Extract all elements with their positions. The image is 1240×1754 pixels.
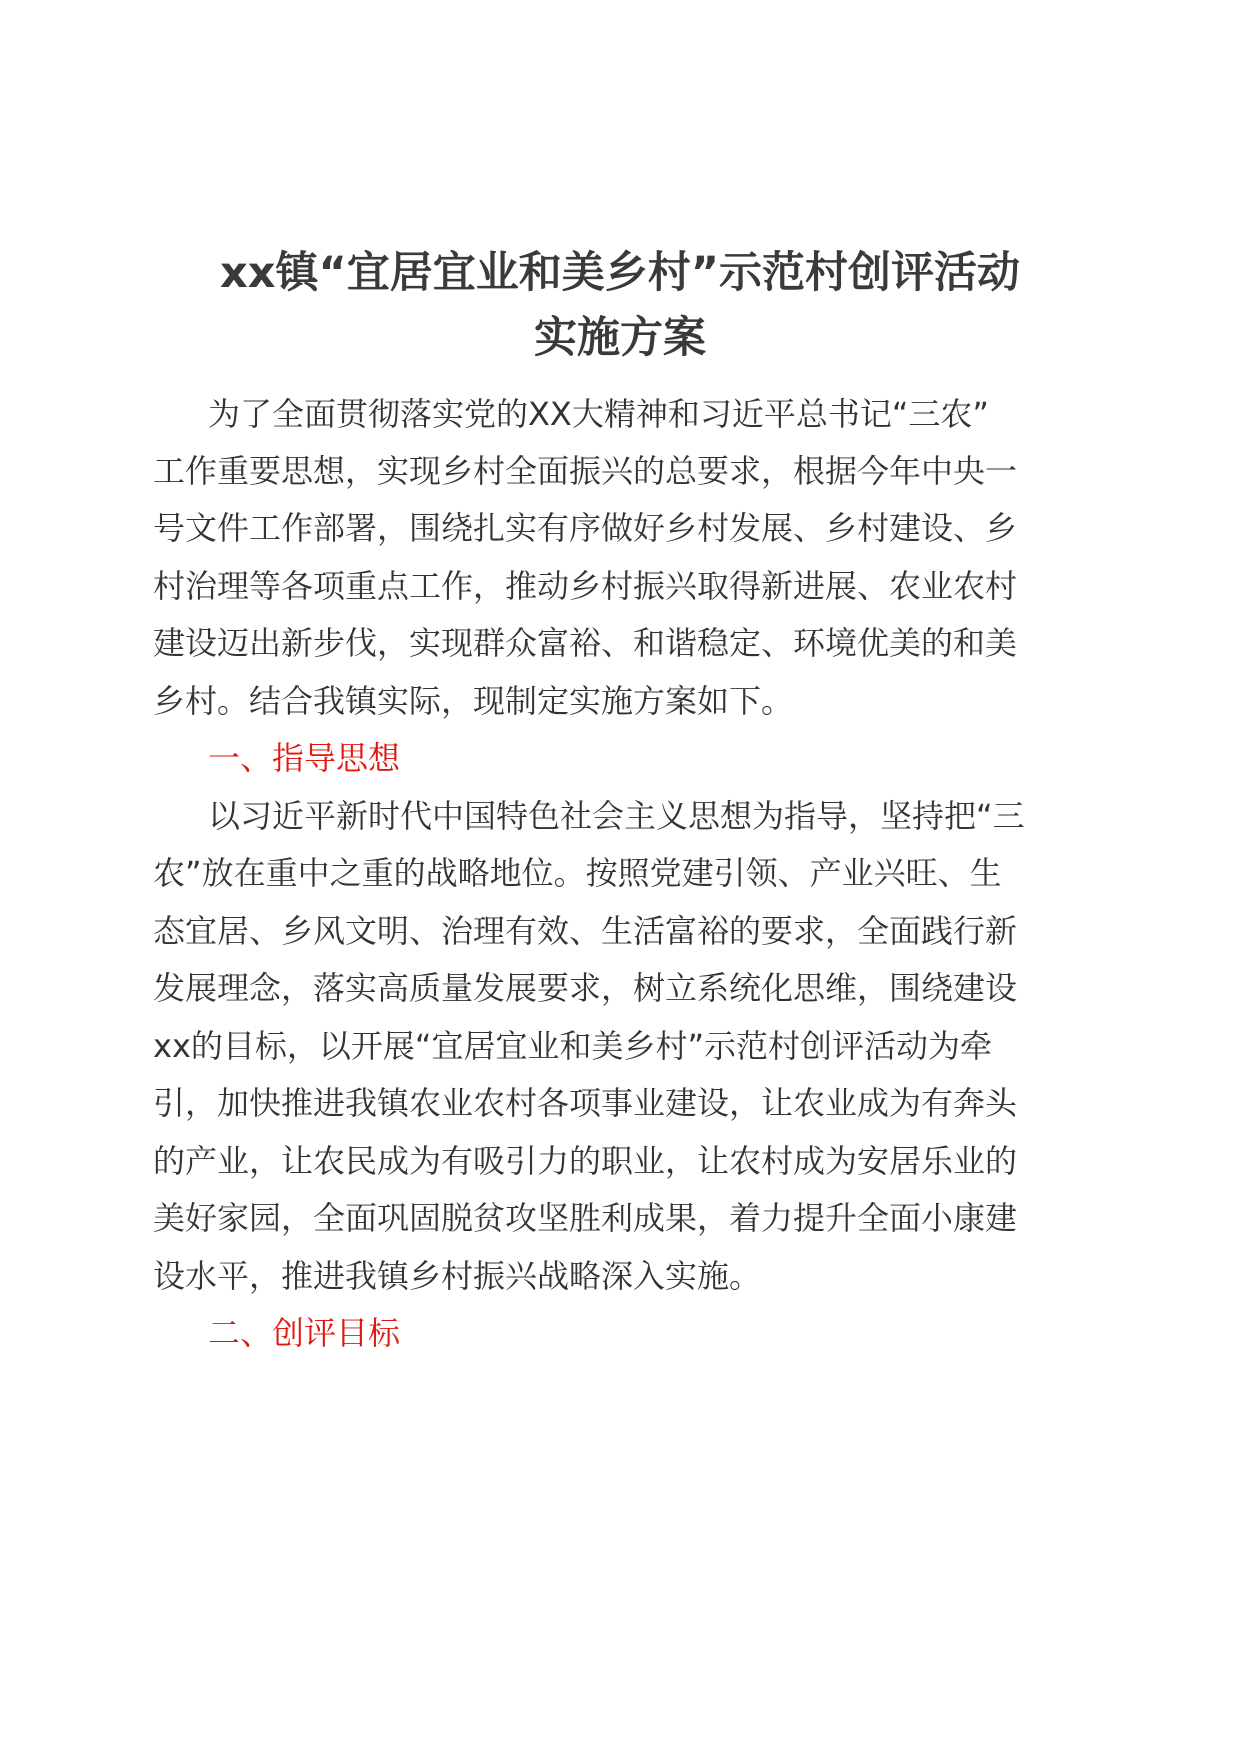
paragraph-line: 的产业，让农民成为有吸引力的职业，让农村成为安居乐业的 <box>153 1142 1018 1180</box>
paragraph-line: 号文件工作部署，围绕扎实有序做好乡村发展、乡村建设、乡 <box>153 509 1018 547</box>
paragraph-line: 发展理念，落实高质量发展要求，树立系统化思维，围绕建设 <box>153 969 1018 1007</box>
paragraph-line: xx的目标，以开展“宜居宜业和美乡村”示范村创评活动为牵 <box>153 1027 993 1065</box>
paragraph-line: 工作重要思想，实现乡村全面振兴的总要求，根据今年中央一 <box>153 452 1018 490</box>
paragraph-line: 建设迈出新步伐，实现群众富裕、和谐稳定、环境优美的和美 <box>153 624 1018 662</box>
paragraph-line: 以习近平新时代中国特色社会主义思想为指导，坚持把“三 <box>208 797 1025 835</box>
document-title-line-1: xx镇“宜居宜业和美乡村”示范村创评活动 <box>220 248 1020 298</box>
paragraph-line: 农”放在重中之重的战略地位。按照党建引领、产业兴旺、生 <box>153 854 1002 892</box>
paragraph-line: 为了全面贯彻落实党的XX大精神和习近平总书记“三农” <box>208 395 990 433</box>
section-heading-guiding-ideology: 一、指导思想 <box>208 739 401 777</box>
paragraph-line: 村治理等各项重点工作，推动乡村振兴取得新进展、农业农村 <box>153 567 1018 605</box>
paragraph-line: 美好家园，全面巩固脱贫攻坚胜利成果，着力提升全面小康建 <box>153 1199 1018 1237</box>
paragraph-line: 态宜居、乡风文明、治理有效、生活富裕的要求，全面践行新 <box>153 912 1018 950</box>
section-heading-evaluation-goals: 二、创评目标 <box>208 1314 401 1352</box>
paragraph-line: 引，加快推进我镇农业农村各项事业建设，让农业成为有奔头 <box>153 1084 1018 1122</box>
document-title-line-2: 实施方案 <box>534 313 706 363</box>
paragraph-line: 乡村。结合我镇实际，现制定实施方案如下。 <box>153 682 794 720</box>
paragraph-line: 设水平，推进我镇乡村振兴战略深入实施。 <box>153 1257 762 1295</box>
